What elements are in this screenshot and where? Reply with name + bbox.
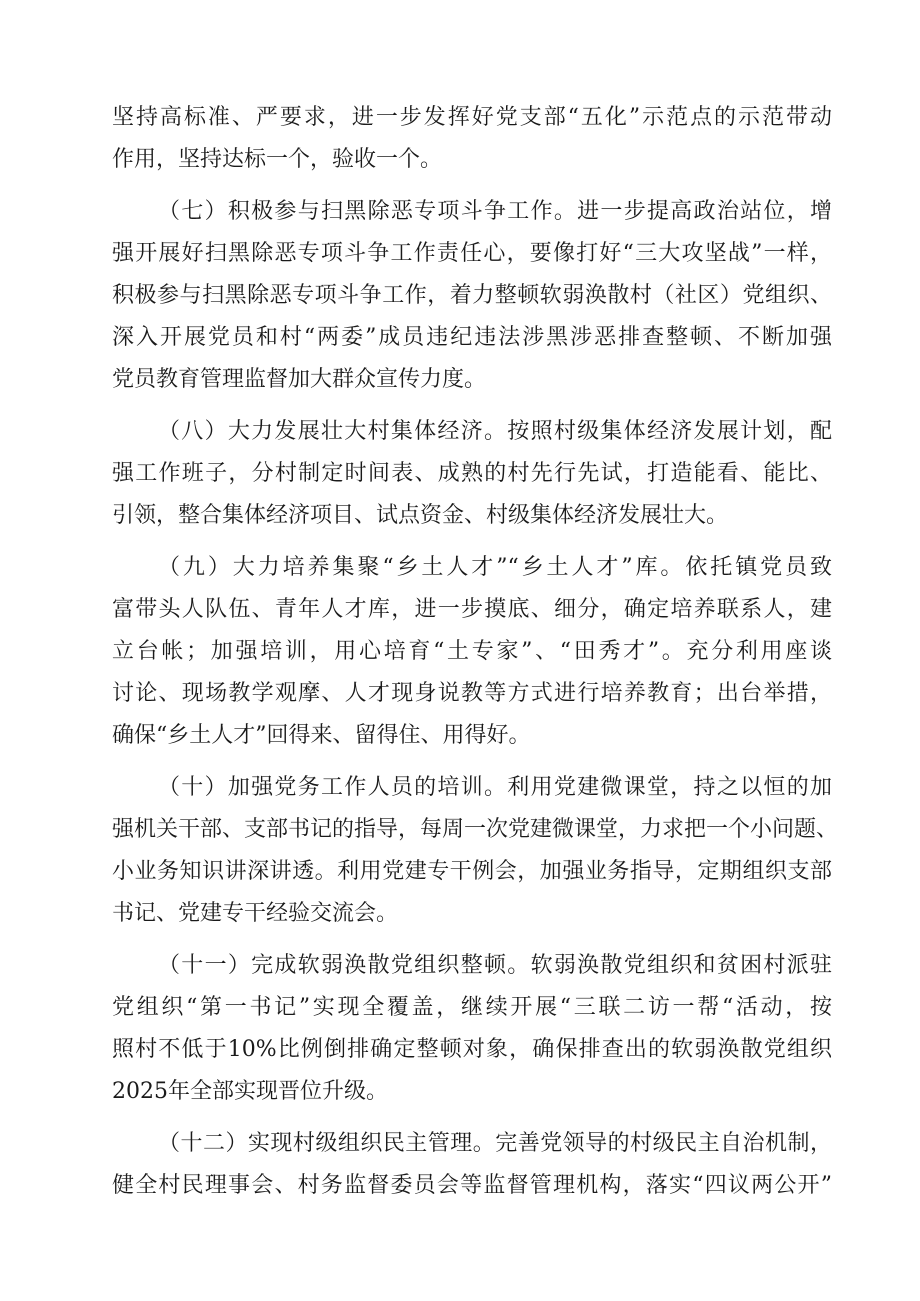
text-line: 富带头人队伍、青年人才库，进一步摸底、细分，确定培养联系人，建 (112, 597, 832, 622)
text-line: （九）大力培养集聚“乡土人才”“乡土人才”库。依托镇党员致 (158, 555, 832, 580)
text-line: 深入开展党员和村“两委”成员违纪违法涉黑涉恶排查整顿、不断加强 (112, 325, 832, 350)
paragraph-item-7 (112, 191, 832, 401)
text-line: 讨论、现场教学观摩、人才现身说教等方式进行培养教育；出台举措， (112, 681, 832, 706)
text-line: （十二）实现村级组织民主管理。完善党领导的村级民主自治机制， (158, 1131, 832, 1156)
text-line: 坚持高标准、严要求，进一步发挥好党支部“五化”示范点的示范带动 (112, 105, 832, 130)
text-line: （十一）完成软弱涣散党组织整顿。软弱涣散党组织和贫困村派驻 (158, 953, 832, 978)
paragraph-item-10 (112, 767, 839, 935)
paragraph-item-12 (112, 1123, 832, 1207)
document-body (112, 97, 839, 1207)
text-line: 强开展好扫黑除恶专项斗争工作责任心，要像打好“三大攻坚战”一样， (112, 241, 832, 266)
paragraph-continuation (112, 97, 832, 181)
text-line: 确保“乡土人才”回得来、留得住、用得好。 (112, 723, 531, 748)
text-line: 强机关干部、支部书记的指导，每周一次党建微课堂，力求把一个小问题、 (112, 817, 839, 842)
text-line: 强工作班子，分村制定时间表、成熟的村先行先试，打造能看、能比、 (112, 461, 832, 486)
text-line: （八）大力发展壮大村集体经济。按照村级集体经济发展计划，配 (158, 419, 832, 444)
text-line: 作用，坚持达标一个，验收一个。 (112, 147, 443, 172)
text-line: 书记、党建专干经验交流会。 (112, 901, 399, 926)
text-line: 照村不低于10%比例倒排确定整顿对象，确保排查出的软弱涣散党组织 (112, 1037, 832, 1062)
text-line: （十）加强党务工作人员的培训。利用党建微课堂，持之以恒的加 (158, 775, 832, 800)
text-line: 立台帐；加强培训，用心培育“土专家”、“田秀才”。充分利用座谈 (112, 639, 832, 664)
text-line: 积极参与扫黑除恶专项斗争工作，着力整顿软弱涣散村（社区）党组织、 (112, 283, 832, 308)
text-line: 党组织“第一书记”实现全覆盖，继续开展“三联二访一帮“活动，按 (112, 995, 832, 1020)
text-line: 2025年全部实现晋位升级。 (112, 1079, 388, 1104)
text-line: （七）积极参与扫黑除恶专项斗争工作。进一步提高政治站位，增 (158, 199, 832, 224)
text-line: 小业务知识讲深讲透。利用党建专干例会，加强业务指导，定期组织支部 (112, 859, 832, 884)
text-line: 引领，整合集体经济项目、试点资金、村级集体经济发展壮大。 (112, 503, 729, 528)
text-line: 党员教育管理监督加大群众宣传力度。 (112, 367, 487, 392)
paragraph-item-11 (112, 945, 832, 1113)
text-line: 健全村民理事会、村务监督委员会等监督管理机构，落实“四议两公开” (112, 1173, 832, 1198)
paragraph-item-8 (112, 411, 832, 537)
paragraph-item-9 (112, 547, 832, 757)
